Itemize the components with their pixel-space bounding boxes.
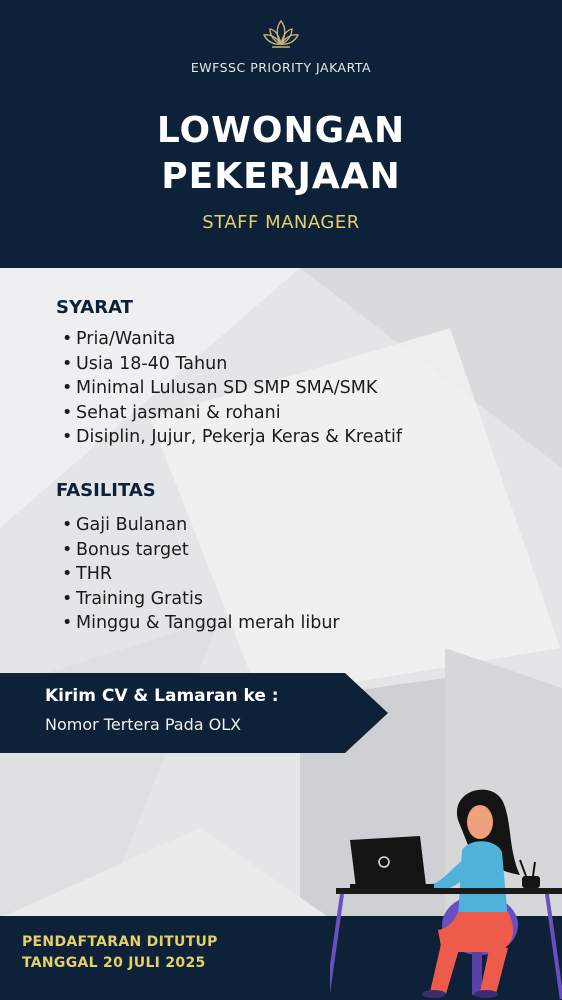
fasilitas-title: FASILITAS bbox=[56, 480, 156, 501]
list-item: • THR bbox=[56, 562, 340, 587]
cta-contact-text: Nomor Tertera Pada OLX bbox=[45, 715, 242, 734]
syarat-title: SYARAT bbox=[56, 297, 133, 318]
list-item: • Disiplin, Jujur, Pekerja Keras & Kreatif bbox=[56, 425, 402, 450]
syarat-list bbox=[56, 327, 402, 450]
lotus-icon bbox=[262, 18, 300, 50]
list-item: • Minggu & Tanggal merah libur bbox=[56, 611, 340, 636]
cta-title: Kirim CV & Lamaran ke : bbox=[45, 686, 279, 706]
footer-line-1: PENDAFTARAN DITUTUP bbox=[22, 934, 218, 950]
list-item: • Training Gratis bbox=[56, 587, 340, 612]
header-banner bbox=[0, 0, 562, 268]
footer-line-2: TANGGAL 20 JULI 2025 bbox=[22, 955, 206, 971]
list-item: • Bonus target bbox=[56, 538, 340, 563]
page-title bbox=[0, 108, 562, 200]
title-line-1: LOWONGAN bbox=[156, 110, 406, 151]
job-position: STAFF MANAGER bbox=[202, 212, 360, 233]
list-item: • Sehat jasmani & rohani bbox=[56, 401, 402, 426]
list-item: • Gaji Bulanan bbox=[56, 513, 340, 538]
cta-banner bbox=[0, 673, 390, 753]
fasilitas-list bbox=[56, 513, 340, 636]
list-item: • Pria/Wanita bbox=[56, 327, 402, 352]
woman-at-laptop-illustration bbox=[330, 780, 562, 1000]
list-item: • Minimal Lulusan SD SMP SMA/SMK bbox=[56, 376, 402, 401]
title-line-2: PEKERJAAN bbox=[161, 156, 401, 197]
list-item: • Usia 18-40 Tahun bbox=[56, 352, 402, 377]
brand-name: EWFSSC PRIORITY JAKARTA bbox=[190, 60, 372, 75]
